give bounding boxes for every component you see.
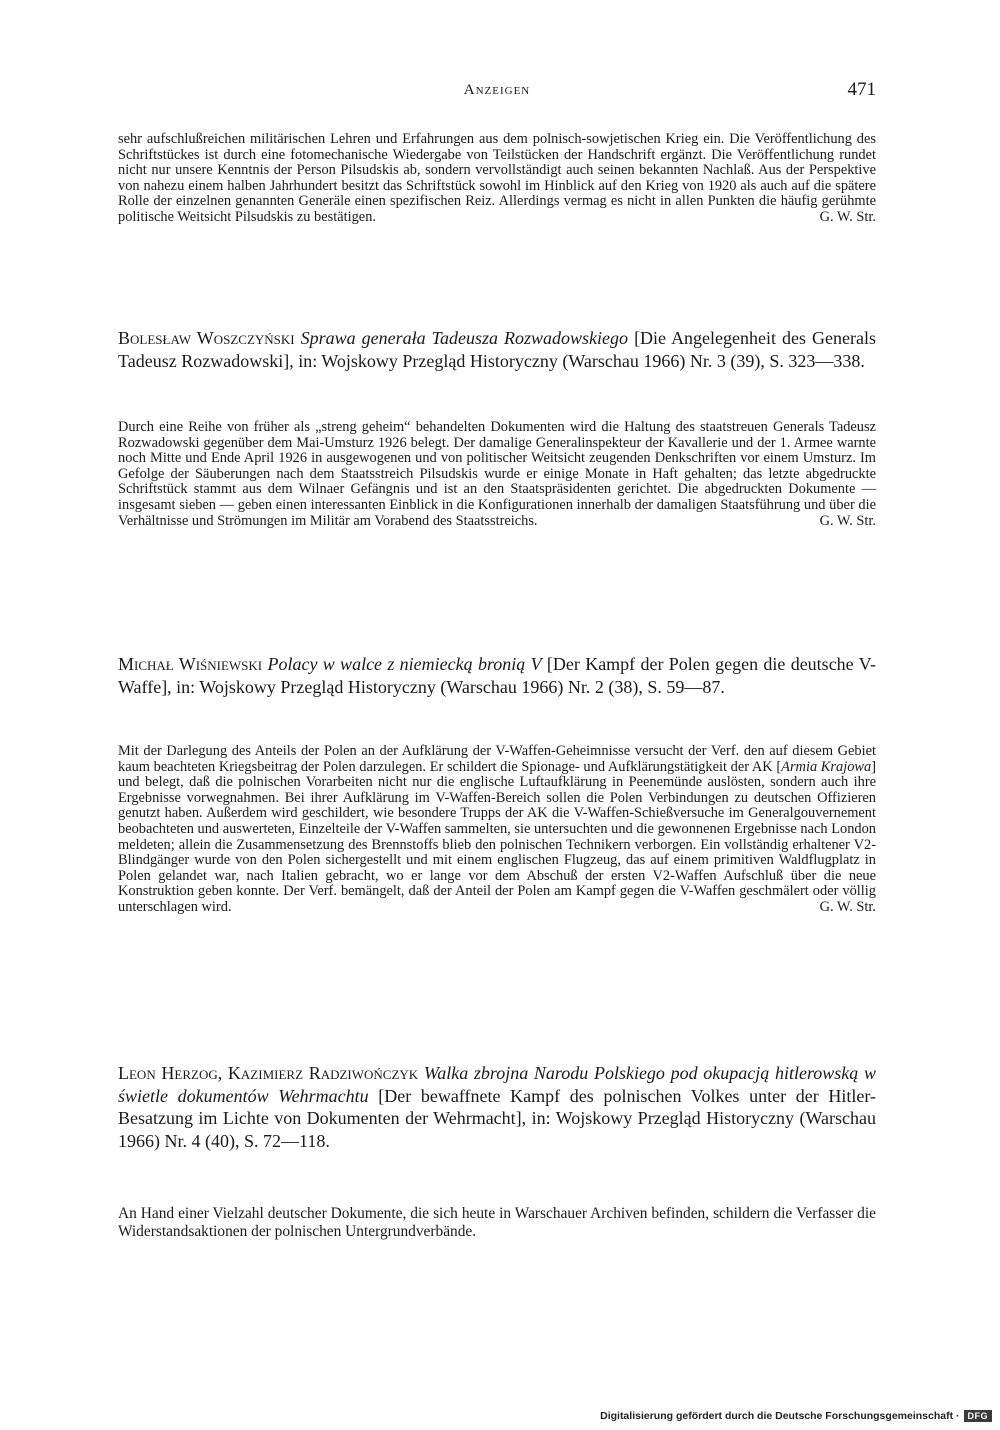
citation-herzog: [118, 1062, 876, 1152]
review-text: sehr aufschlußreichen militärischen Lehren und Erfahrungen aus dem polnisch-sowjetischen Krieg ein. Die Veröffentlichung des Schriftstückes ist durch eine fotomechanische Wiedergabe von Teilstücken der Handschrift ergänzt. Die Veröffentlichung rundet nicht nur unsere Kenntnis der Person Pilsudskis ab, sondern vervollständigt auch seinen bekannten Nachlaß. Aus der Perspektive von nahezu einem halben Jahrhundert besitzt das Schriftstück sowohl im Hinblick auf den Krieg von 1920 als auch auf die spätere Rolle der einzelnen genannten Generäle einen spezifischen Reiz. Allerdings vermag es nicht in allen Punkten die häufig gerühmte politische Weitsicht Pilsudskis zu bestätigen.: [118, 131, 876, 225]
review-woszczynski: [118, 420, 876, 529]
citation-title: Sprawa generała Tadeusza Rozwadowskiego: [300, 328, 629, 348]
page-header: [118, 79, 876, 106]
review-signature: G. W. Str.: [819, 512, 876, 529]
review-signature: G. W. Str.: [819, 898, 876, 915]
review-text: An Hand einer Vielzahl deutscher Dokumente, die sich heute in Warschauer Archiven befinden, schildern die Verfasser die Widerstandsaktionen der polnischen Untergrundverbände.: [118, 1205, 876, 1240]
review-text-part1: Mit der Darlegung des Anteils der Polen an der Aufklärung der V-Waffen-Geheimnisse versucht der Verf. den auf diesem Gebiet kaum beachteten Kriegsbeitrag der Polen darzulegen. Er schildert die Spionage- und Aufklärungstätigkeit der AK [: [118, 743, 876, 775]
citation-details: [Der bewaffnete Kampf des polnischen Volkes unter der Hitler-Besatzung im Lichte von Dokumenten der Wehrmacht], in: Wojskowy Przegląd Historyczny (Warschau 1966) Nr. 4 (40), S. 72—118.: [118, 1085, 876, 1151]
digitization-footer: [600, 1410, 992, 1422]
citation-woszczynski: [118, 327, 876, 372]
dfg-logo: DFG: [964, 1410, 993, 1422]
citation-title: Walka zbrojna Narodu Polskiego pod okupacją hitlerowską w świetle dokumentów Wehrmachtu: [118, 1063, 876, 1106]
citation-details: [Der Kampf der Polen gegen die deutsche V-Waffe], in: Wojskowy Przegląd Historyczny (Warschau 1966) Nr. 2 (38), S. 59—87.: [118, 654, 876, 697]
review-text-part2: ] und belegt, daß die polnischen Vorarbeiten nicht nur die englische Luftaufklärung in Peenemünde auslösten, sondern auch ihre Ergebnisse vorwegnahmen. Bei ihrer Aufklärung im V-Waffen-Bereich sollen die Polen Verbindungen zu deutschen Offizieren genutzt haben. Außerdem wird geschildert, wie besondere Trupps der AK die V-Waffen-Schießversuche im Generalgouvernement beobachteten und auswerteten, Einzelteile der V-Waffen sammelten, sie untersuchten und die gewonnenen Ergebnisse nach London meldeten; allein die Zusammensetzung des Brennstoffs blieb den polnischen Technikern verborgen. Ein vollständig erhaltener V2-Blindgänger wurde von den Polen sichergestellt und mit einem englischen Flugzeug, das auf einem primitiven Waldflugplatz in Polen gelandet war, nach Italien gebracht, wo er lange vor dem Abschuß der ersten V2-Waffen Aufschluß über die neue Konstruktion geben konnte. Der Verf. bemängelt, daß der Anteil der Polen am Kampf gegen die V-Waffen geschmälert oder völlig unterschlagen wird.: [118, 758, 876, 915]
citation-author: Leon Herzog, Kazimierz Radziwończyk: [118, 1063, 419, 1083]
citation-wisniewski: [118, 653, 876, 698]
citation-author: Michał Wiśniewski: [118, 654, 263, 674]
citation-author: Bolesław Woszczyński: [118, 328, 295, 348]
review-text-italic: Armia Krajowa: [781, 758, 872, 775]
review-text: Durch eine Reihe von früher als „streng geheim“ behandelten Dokumenten wird die Haltung des staatstreuen Generals Tadeusz Rozwadowski gegenüber dem Mai-Umsturz 1926 belegt. Der damalige Generalinspekteur der Kavallerie und der 1. Armee warnte noch Mitte und Ende April 1926 in ausgewogenen und von politischer Weitsicht zeugenden Denkschriften vor einem Umsturz. Im Gefolge der Säuberungen nach dem Staatsstreich Pilsudskis wurde er einige Monate in Haft gehalten; das letzte abgedruckte Schriftstück stammt aus dem Wilnaer Gefängnis und ist an den Staatspräsidenten gerichtet. Die abgedruckten Dokumente — insgesamt sieben — geben einen interessanten Einblick in die Konfigurationen innerhalb der damaligen Staatsführung und über die Verhältnisse und Strömungen im Militär am Vorabend des Staatsstreichs.: [118, 419, 876, 529]
page-number: 471: [847, 79, 876, 100]
review-herzog: [118, 1205, 876, 1240]
citation-title: Polacy w walce z niemiecką bronią V: [267, 654, 542, 674]
running-title: Anzeigen: [463, 82, 531, 98]
review-wisniewski: [118, 744, 876, 916]
review-signature: G. W. Str.: [819, 208, 876, 225]
footer-text: Digitalisierung gefördert durch die Deutsche Forschungsgemeinschaft ·: [600, 1410, 960, 1422]
citation-details: [Die Angelegenheit des Generals Tadeusz Rozwadowski], in: Wojskowy Przegląd Historyczny (Warschau 1966) Nr. 3 (39), S. 323—338.: [118, 328, 877, 371]
review-continued: [118, 132, 876, 226]
